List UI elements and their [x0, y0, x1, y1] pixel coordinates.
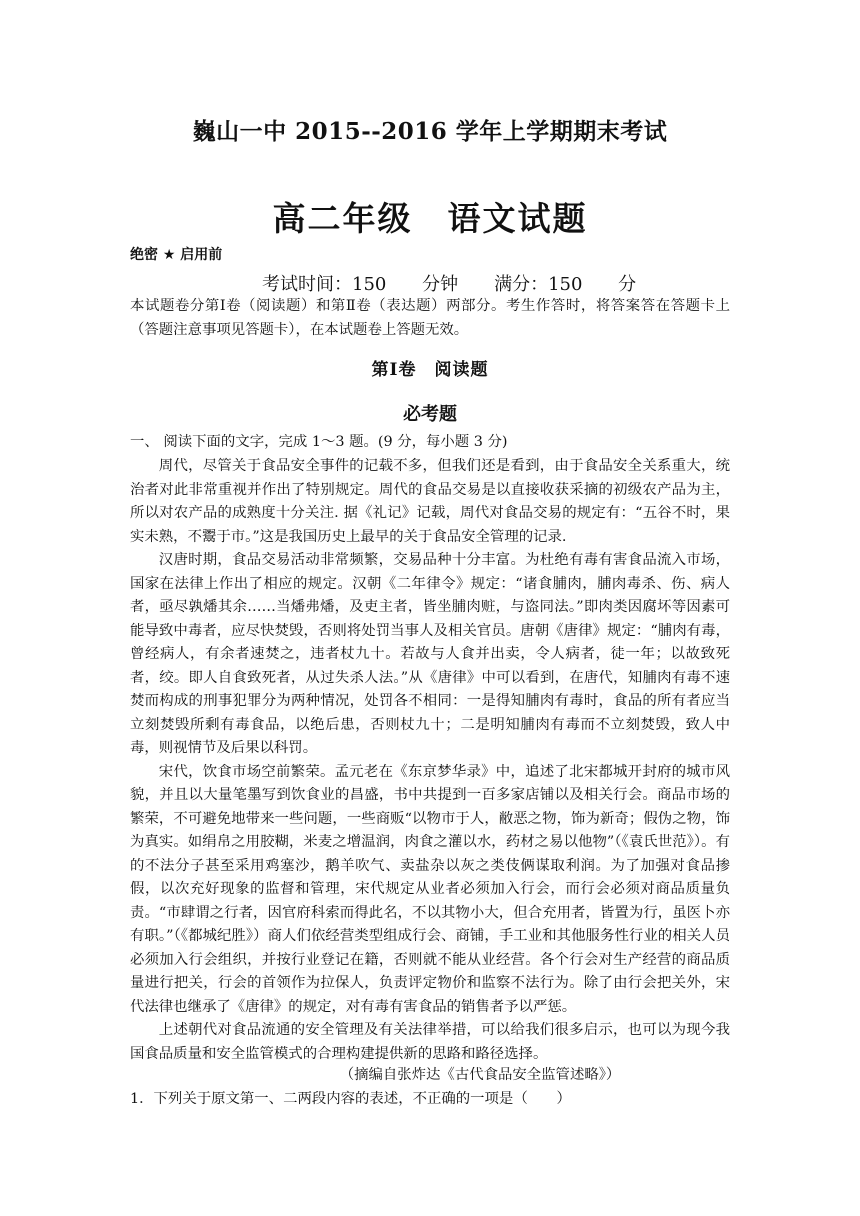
reading-passage: [130, 455, 730, 1066]
passage-paragraph: 宋代，饮食市场空前繁荣。孟元老在《东京梦华录》中，追述了北宋都城开封府的城市风貌，并且以大量笔墨写到饮食业的昌盛，书中共提到一百多家店铺以及相关行会。商品市场的繁荣，不可避免地带来一些问题，一些商贩“以物市于人，敝恶之物，饰为新奇；假伪之物，饰为真实。如绢帛之用胶糊，米麦之增温润，肉食之灌以水，药材之易以他物”（《袁氏世范》）。有的不法分子甚至采用鸡塞沙，鹅羊吹气、卖盐杂以灰之类伎俩谋取利润。为了加强对食品掺假，以次充好现象的监督和管理，宋代规定从业者必须加入行会，而行会必须对商品质量负责。“市肆谓之行者，因官府科索而得此名，不以其物小大，但合充用者，皆置为行，虽医卜亦有职。”（《都城纪胜》）商人们依经营类型组成行会、商铺，手工业和其他服务性行业的相关人员必须加入行会组织，并按行业登记在籍，否则就不能从业经营。各个行会对生产经营的商品质量进行把关，行会的首领作为拉保人，负责评定物价和监察不法行为。除了由行会把关外，宋代法律也继承了《唐律》的规定，对有毒有害食品的销售者予以严惩。: [130, 763, 730, 1015]
passage-source: （摘编自张炸达《古代食品安全监管述略》）: [339, 1067, 621, 1083]
confidential-mark: 绝密 ★ 启用前: [130, 247, 223, 263]
passage-paragraph: 汉唐时期，食品交易活动非常频繁，交易品种十分丰富。为杜绝有毒有害食品流入市场，国家在法律上作出了相应的规定。汉朝《二年律令》规定：“诸食脯肉，脯肉毒杀、伤、病人者，亟尽孰燔其余……当燔弗燔，及吏主者，皆坐脯肉赃，与盗同法。”即肉类因腐坏等因素可能导致中毒者，应尽快焚毁，否则将处罚当事人及相关官员。唐朝《唐律》规定：“脯肉有毒，曾经病人，有余者速焚之，违者杖九十。若故与人食并出卖，令人病者，徒一年；以故致死者，绞。即人自食致死者，从过失杀人法。”从《唐律》中可以看到，在唐代，知脯肉有毒不速焚而构成的刑事犯罪分为两种情况，处罚各不相同：一是得知脯肉有毒时，食品的所有者应当立刻焚毁所剩有毒食品，以绝后患，否则杖九十；二是明知脯肉有毒而不立刻焚毁，致人中毒，则视情节及后果以科罚。: [130, 552, 730, 756]
exam-instructions: 本试题卷分第Ⅰ卷（阅读题）和第Ⅱ卷（表达题）两部分。考生作答时，将答案答在答题卡上（答题注意事项见答题卡），在本试题卷上答题无效。: [130, 298, 730, 338]
paper-main-title: 高二年级 语文试题: [272, 199, 588, 238]
passage-paragraph: 上述朝代对食品流通的安全管理及有关法律举措，可以给我们很多启示，也可以为现今我国食品质量和安全监管模式的合理构建提供新的思路和路径选择。: [130, 1022, 730, 1062]
school-exam-title: 巍山一中 2015--2016 学年上学期期末考试: [192, 118, 668, 145]
reading-question-heading: 一、 阅读下面的文字，完成 1～3 题。(9 分，每小题 3 分): [130, 434, 508, 450]
required-section-title: 必考题: [403, 404, 457, 425]
part-one-title: 第Ⅰ卷 阅读题: [371, 360, 489, 380]
exam-time-score: 考试时间：150 分钟 满分：150 分: [262, 274, 637, 295]
passage-paragraph: 周代，尽管关于食品安全事件的记载不多，但我们还是看到，由于食品安全关系重大，统治者对此非常重视并作出了特别规定。周代的食品交易是以直接收获采摘的初级农产品为主，所以对农产品的成熟度十分关注. 据《礼记》记载，周代对食品交易的规定有：“五谷不时，果实未熟，不鬻于市。”这是我国历史上最早的关于食品安全管理的记录.: [130, 458, 730, 545]
question-1: 1．下列关于原文第一、二两段内容的表述，不正确的一项是（ ）: [130, 1091, 571, 1107]
